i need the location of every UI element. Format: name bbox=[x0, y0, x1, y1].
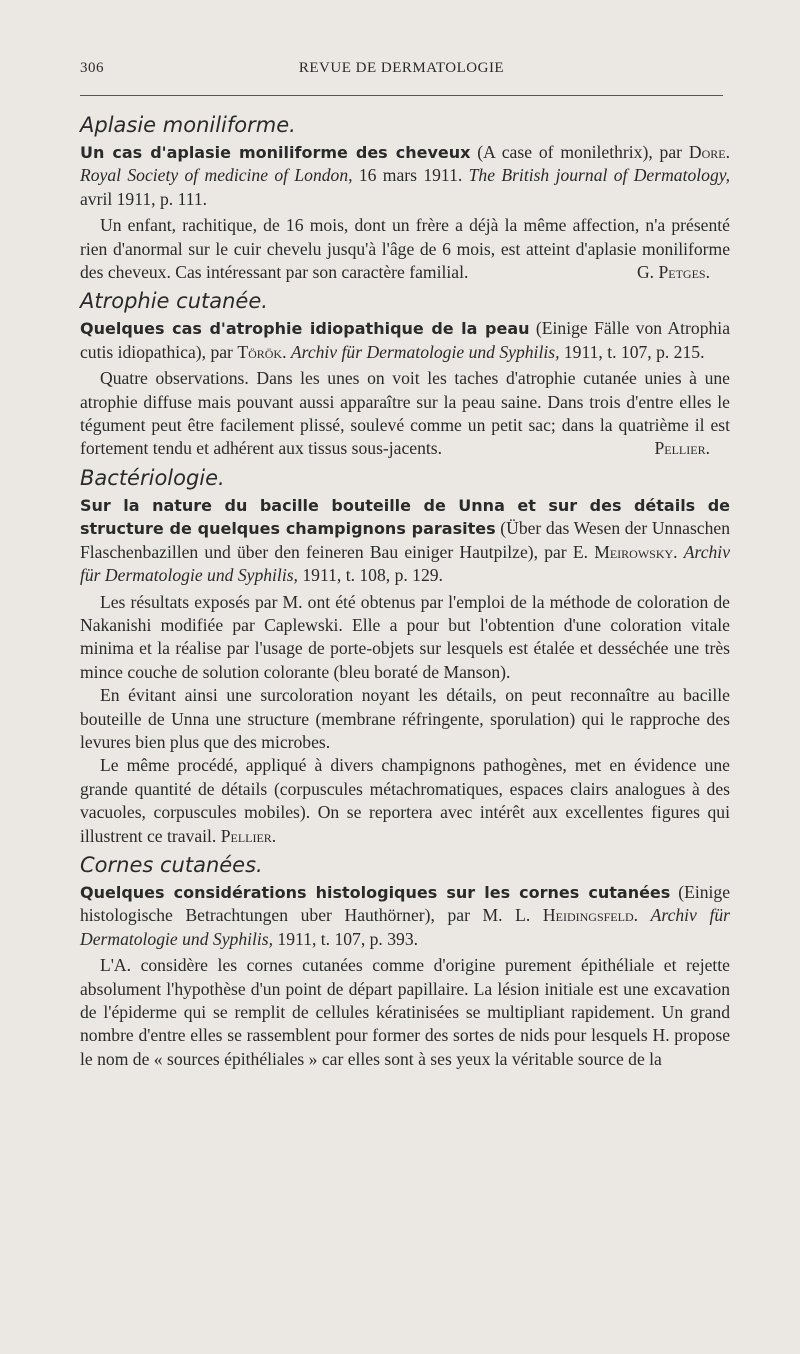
author-name: Török bbox=[237, 341, 283, 362]
running-title: REVUE DE DERMATOLOGIE bbox=[298, 60, 505, 76]
reference-text: (Über das Wesen der Unnaschen Flaschenbazillen und über den feineren Bau einiger Hautpilze), par E. bbox=[80, 518, 731, 562]
article-title: Quelques cas d'atrophie idiopathique de la peau bbox=[80, 319, 530, 339]
journal-name: The British journal of Dermatology, bbox=[468, 165, 730, 186]
reviewer-signature: Pellier. bbox=[654, 438, 710, 459]
reference bbox=[80, 881, 730, 951]
paragraph: L'A. considère les cornes cutanées comme d'origine purement épithéliale et rejette absolument l'hypothèse d'un point de départ papillaire. La lésion initiale est une excavation de l'épiderme qui se remplit de cellules kératinisées se multipliant rapidement. Un grand nombre d'entre elles se rassemblent pour former des sortes de nids pour lesquels H. propose le nom de « sources épithéliales » car elles sont à ses yeux la véritable source de la bbox=[80, 955, 730, 1069]
reference-text: (Einige histologische Betrachtungen uber Hauthörner), par M. L. bbox=[80, 881, 731, 926]
journal-name: Royal Society of medicine of London, bbox=[80, 165, 353, 186]
paragraph bbox=[80, 214, 730, 284]
journal-name: Archiv für Dermatologie und Syphilis, bbox=[290, 341, 560, 362]
article-title: Un cas d'aplasie moniliforme des cheveux bbox=[80, 143, 471, 162]
paragraph-text: Le même procédé, appliqué à divers champignons pathogènes, met en évidence une grande quantité de détails (corpuscules métachromatiques, espaces clairs analogues à des vacuoles, corpuscules mobiles). On se reportera avec intérêt aux excellentes figures qui illustrent ce travail. bbox=[80, 755, 730, 846]
journal-name: Archiv für Dermatologie und Syphilis, bbox=[80, 905, 730, 949]
reference-text: 1911, t. 108, p. 129. bbox=[297, 565, 443, 586]
author-name: Meirowsky bbox=[594, 541, 674, 562]
section-heading: Aplasie moniliforme. bbox=[80, 113, 296, 137]
journal-name: Archiv für Dermatologie und Syphilis, bbox=[80, 541, 731, 586]
paragraph-text: Quatre observations. Dans les unes on voit les taches d'atrophie cutanée unies à une atrophie diffuse mais pouvant aussi apparaître sur la peau saine. Dans trois d'entre elles le tégument peut être facilement plissé, soulevé comme un petit sac; dans la quatrième il est fortement tendu et adhérent aux tissus sous-jacents. bbox=[80, 368, 730, 459]
reference bbox=[80, 141, 730, 211]
reference-text: (A case of monilethrix), par bbox=[470, 142, 689, 162]
author-name: Dore bbox=[688, 142, 726, 162]
reference-text: (Einige Fälle von Atrophia cutis idiopathica), par bbox=[80, 318, 730, 362]
reference-text: . bbox=[633, 905, 651, 926]
reviewer-signature: G. Petges. bbox=[636, 262, 710, 283]
reference-text: 1911, t. 107, p. 215. bbox=[559, 341, 705, 362]
page-header bbox=[80, 60, 723, 84]
article-body bbox=[80, 108, 730, 1071]
article-title: Quelques considérations histologiques sur les cornes cutanées bbox=[80, 882, 671, 902]
section-heading: Cornes cutanées. bbox=[80, 852, 263, 877]
reference-text: . bbox=[725, 142, 730, 162]
paragraph: Les résultats exposés par M. ont été obtenus par l'emploi de la méthode de coloration de Nakanishi modifiée par Caplewski. Elle a pour but l'obtention d'une coloration vitale minima et la réalise par l'usage de porte-objets sur lesquels est étalée et desséchée une très mince couche de solution colorante (bleu boraté de Manson). bbox=[80, 591, 730, 682]
reference-text: 1911, t. 107, p. 393. bbox=[273, 928, 419, 949]
paragraph bbox=[80, 754, 730, 848]
page-number: 306 bbox=[80, 60, 104, 76]
reviewer-signature: Pellier. bbox=[220, 825, 277, 846]
paragraph: En évitant ainsi une surcoloration noyant les détails, on peut reconnaître au bacille bouteille de Unna une structure (membrane réfringente, sporulation) qui le rapproche des levures bien plus que des microbes. bbox=[80, 685, 730, 752]
header-rule bbox=[80, 95, 723, 96]
reference-text: . bbox=[673, 541, 684, 562]
paragraph bbox=[80, 367, 730, 461]
reference-text: avril 1911, p. 111. bbox=[80, 188, 208, 209]
section-heading: Bactériologie. bbox=[80, 465, 225, 490]
reference bbox=[80, 494, 730, 588]
author-name: Heidingsfeld bbox=[542, 905, 634, 926]
paragraph-text: Un enfant, rachitique, de 16 mois, dont un frère a déjà la même affection, n'a présenté rien d'anormal sur le cuir chevelu jusqu'à l'âge de 6 mois, est atteint d'aplasie moniliforme des cheveux. Cas intéressant par son caractère familial. bbox=[80, 215, 730, 283]
reference-text: . bbox=[282, 341, 291, 362]
section-heading: Atrophie cutanée. bbox=[80, 289, 268, 314]
article-title: Sur la nature du bacille bouteille de Unna et sur des détails de structure de quelques champignons parasites bbox=[80, 495, 730, 539]
reference-text: 16 mars 1911. bbox=[352, 165, 469, 186]
reference bbox=[80, 317, 730, 364]
